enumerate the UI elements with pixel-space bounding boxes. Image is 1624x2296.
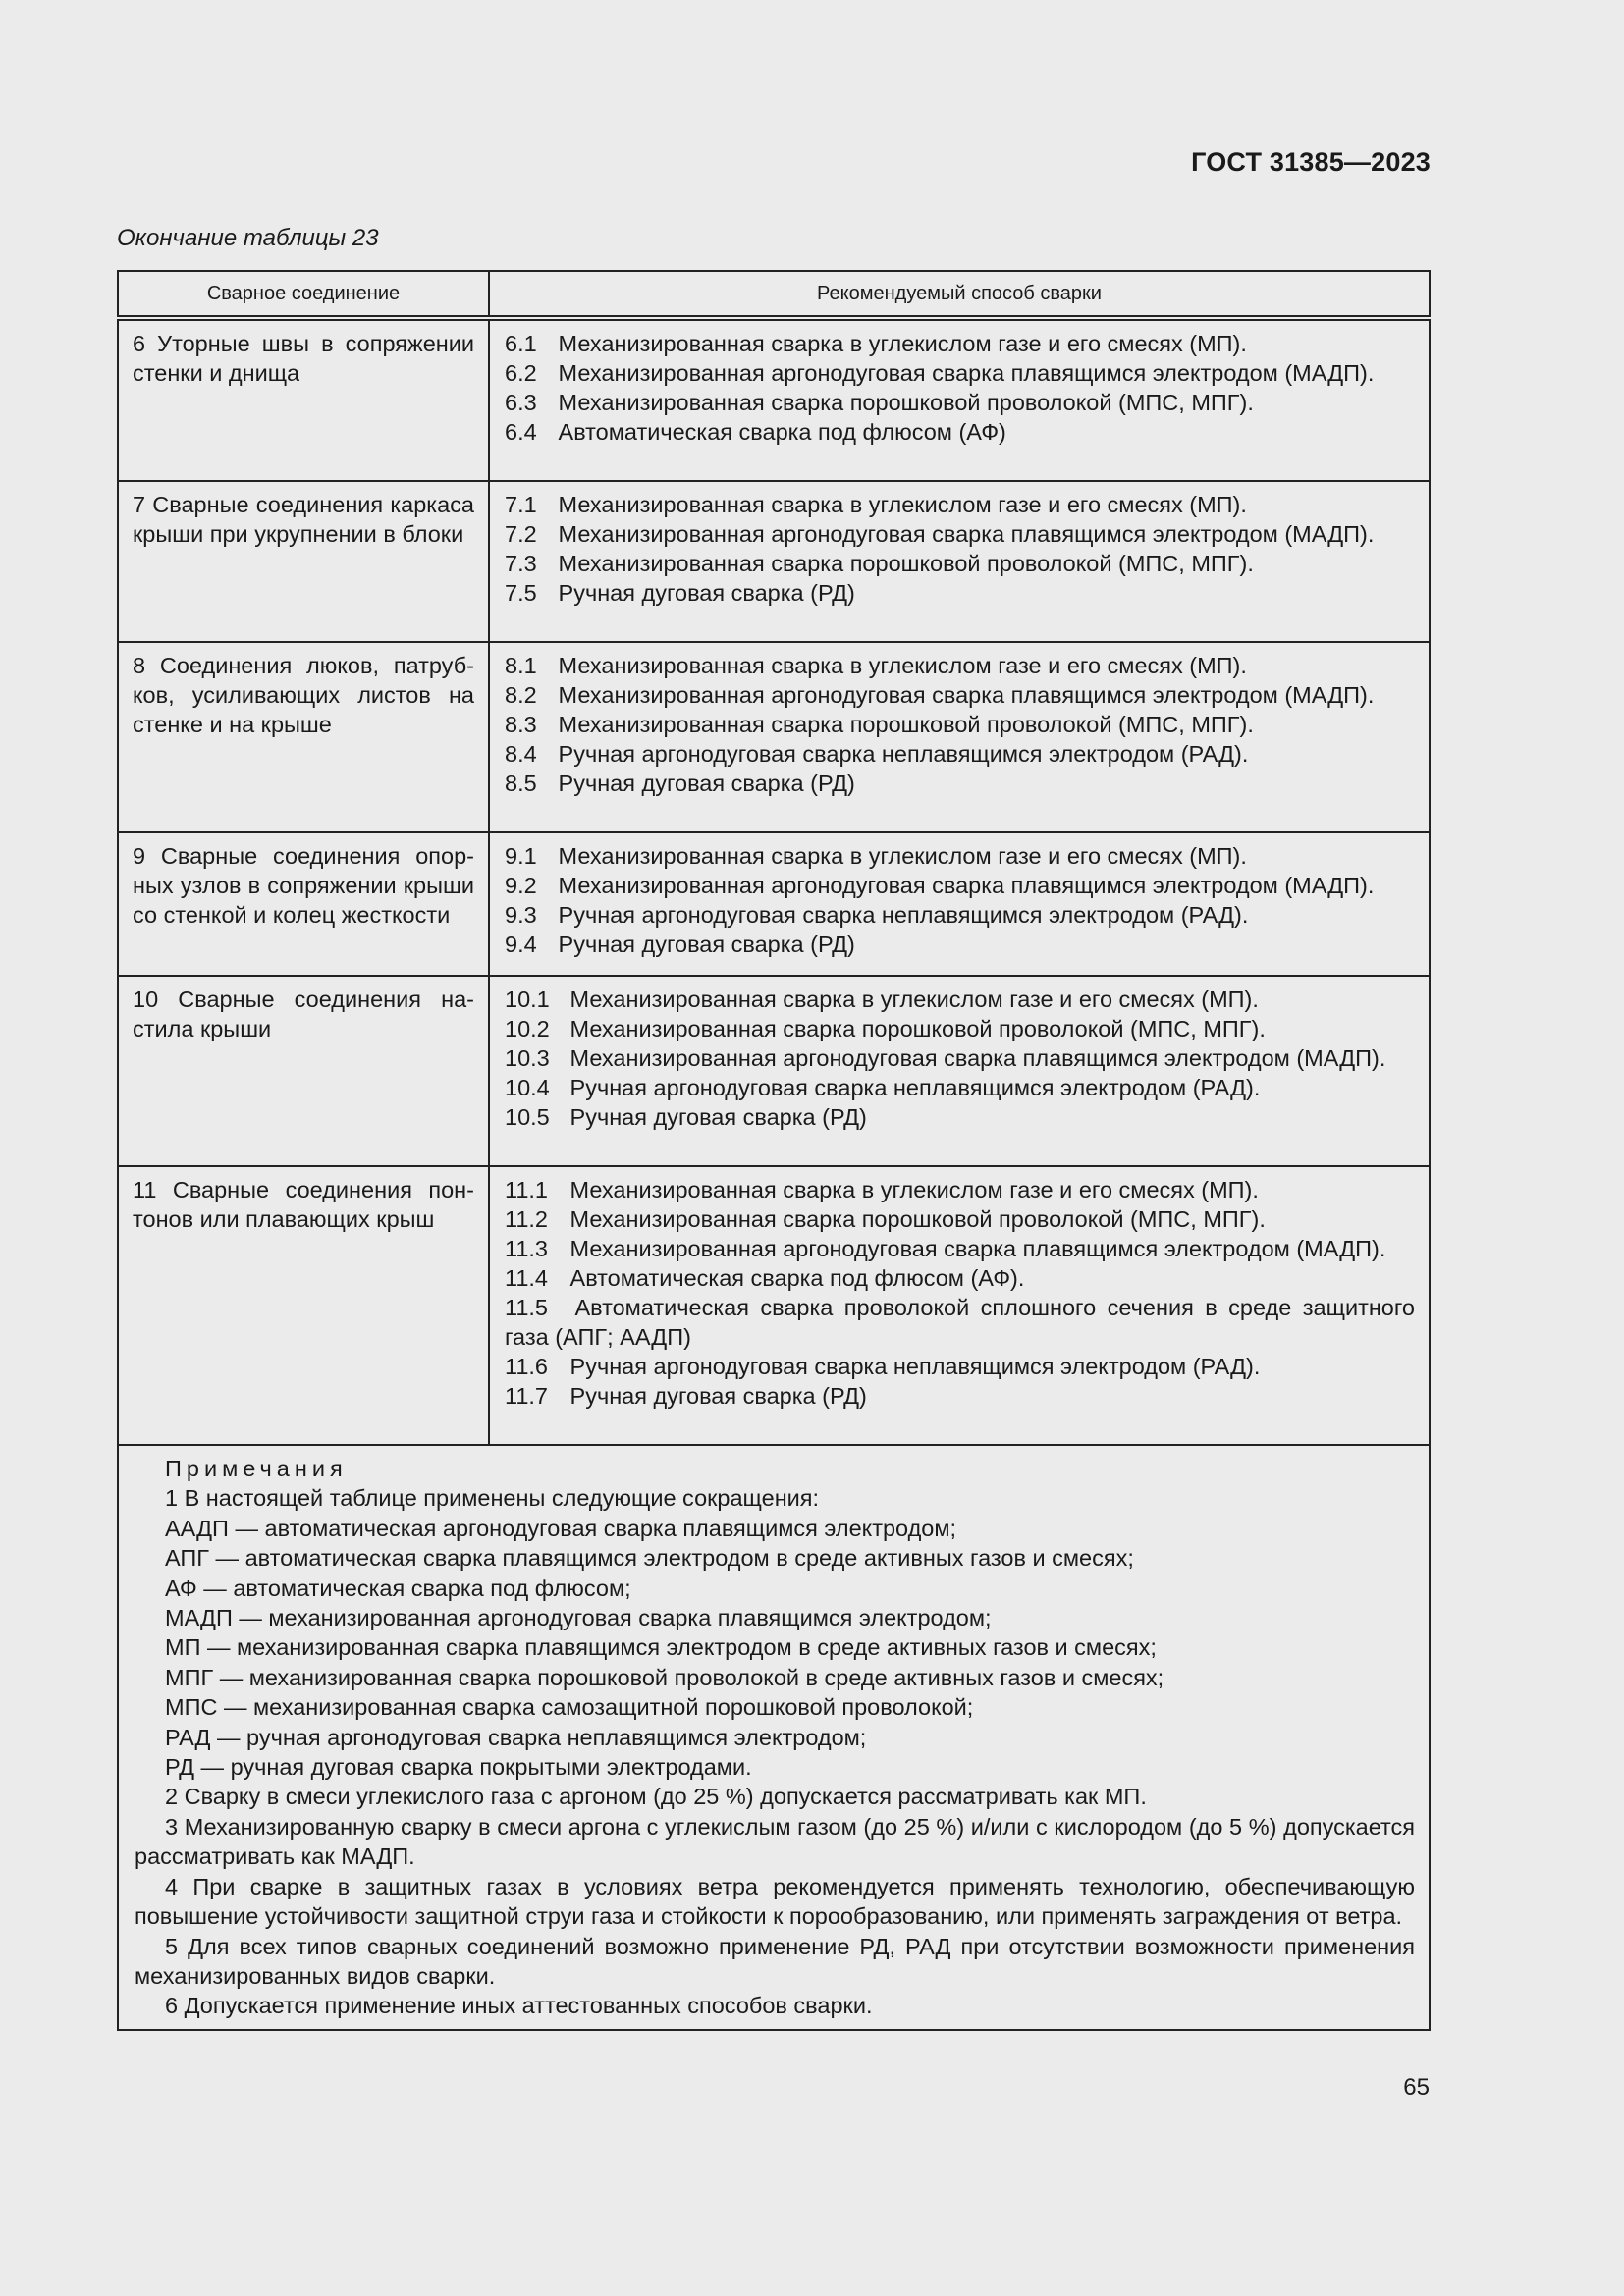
note-3: 3 Механизированную сварку в смеси аргона с углекислым газом (до 25 %) и/или с кислородом (до 5 %) допускается рассматривать как МАДП. [135,1813,1415,1870]
method-text: Механизированная аргонодуговая сварка плавящимся электродом (МАДП). [569,1045,1386,1071]
abbreviation-item: ААДП — автоматическая аргонодуговая сварка плавящимся электродом; [165,1515,957,1541]
method-item [505,358,1415,388]
method-text: Ручная дуговая сварка (РД) [569,1383,867,1409]
method-number: 10.5 [505,1104,550,1130]
abbreviation-item: АПГ — автоматическая сварка плавящимся электродом в среде активных газов и смесях; [165,1545,1134,1572]
method-text: Ручная дуговая сварка (РД) [558,932,855,957]
method-item [505,871,1415,900]
method-number: 7.2 [505,521,537,547]
joint-cell: 6 Уторные швы в сопряжении стенки и днища [118,318,489,481]
note-4: 4 При сварке в защитных газах в условиях ветра рекомендуется применять технологию, обеспечивающую повышение устойчивости защитной струи газа и стойкости к порообразованию, или применять заграждения от ветра. [135,1873,1415,1930]
method-text: Механизированная аргонодуговая сварка плавящимся электродом (МАДП). [558,360,1375,386]
method-number: 9.4 [505,932,537,957]
method-number: 6.1 [505,331,537,356]
note-6: 6 Допускается применение иных аттестованных способов сварки. [165,1993,873,2019]
abbreviation-item: МПГ — механизированная сварка порошковой проволокой в среде активных газов и смесях; [165,1664,1164,1690]
method-number: 10.4 [505,1075,550,1100]
note-2: 2 Сварку в смеси углекислого газа с аргоном (до 25 %) допускается рассматривать как МП. [165,1784,1147,1810]
method-number: 9.2 [505,873,537,898]
welding-methods-table [117,270,1431,2031]
method-number: 11.4 [505,1265,548,1291]
abbreviation-item: МАДП — механизированная аргонодуговая сварка плавящимся электродом; [165,1605,992,1631]
table-header-row [118,271,1430,318]
note-1: 1 В настоящей таблице применены следующие сокращения: [165,1485,820,1512]
method-item [505,1352,1415,1381]
joint-cell: 7 Сварные соединения каркаса крыши при укрупнении в блоки [118,481,489,642]
methods-cell [489,318,1430,481]
method-text: Ручная аргонодуговая сварка неплавящимся электродом (РАД). [569,1354,1261,1379]
table-caption: Окончание таблицы 23 [117,225,379,251]
method-text: Ручная дуговая сварка (РД) [558,771,855,796]
notes-row [118,1445,1430,2030]
method-text: Механизированная сварка порошковой проволокой (МПС, МПГ). [569,1206,1266,1232]
joint-cell: 9 Сварные соединения опорных узлов в сопряжении крыши со стенкой и колец жесткости [118,832,489,976]
method-number: 9.1 [505,843,537,869]
method-number: 9.3 [505,902,537,928]
method-text: Ручная дуговая сварка (РД) [569,1104,867,1130]
method-text: Механизированная аргонодуговая сварка плавящимся электродом (МАДП). [558,682,1375,708]
method-number: 6.4 [505,419,537,445]
method-text: Механизированная аргонодуговая сварка плавящимся электродом (МАДП). [558,873,1375,898]
method-item [505,985,1415,1014]
method-text: Ручная аргонодуговая сварка неплавящимся электродом (РАД). [569,1075,1261,1100]
method-item [505,1043,1415,1073]
method-number: 7.3 [505,551,537,576]
joint-cell: 11 Сварные соединения понтонов или плавающих крыш [118,1166,489,1445]
method-number: 8.5 [505,771,537,796]
abbreviation-item: АФ — автоматическая сварка под флюсом; [165,1575,631,1601]
method-number: 11.6 [505,1354,548,1379]
method-text: Автоматическая сварка под флюсом (АФ). [569,1265,1025,1291]
method-item [505,651,1415,680]
method-number: 6.2 [505,360,537,386]
method-item [505,1381,1415,1411]
method-text: Механизированная сварка в углекислом газе и его смесях (МП). [558,492,1247,517]
method-number: 11.2 [505,1206,548,1232]
method-item [505,930,1415,959]
method-item [505,900,1415,930]
note-5: 5 Для всех типов сварных соединений возможно применение РД, РАД при отсутствии возможности применения механизированных видов сварки. [135,1933,1415,1989]
method-number: 8.1 [505,653,537,678]
method-number: 11.7 [505,1383,548,1409]
methods-cell [489,1166,1430,1445]
method-item [505,388,1415,417]
methods-cell [489,976,1430,1166]
method-item [505,490,1415,519]
method-text: Механизированная аргонодуговая сварка плавящимся электродом (МАДП). [569,1236,1386,1261]
methods-cell [489,481,1430,642]
method-item [505,417,1415,447]
method-text: Механизированная сварка порошковой проволокой (МПС, МПГ). [569,1016,1266,1041]
method-text: Механизированная сварка порошковой проволокой (МПС, МПГ). [558,551,1254,576]
table-row [118,642,1430,832]
method-item [505,578,1415,608]
method-item [505,739,1415,769]
abbreviation-item: МП — механизированная сварка плавящимся электродом в среде активных газов и смесях; [165,1634,1157,1661]
abbreviation-item: РАД — ручная аргонодуговая сварка неплавящимся электродом; [165,1724,867,1750]
method-text: Механизированная сварка порошковой проволокой (МПС, МПГ). [558,390,1254,415]
method-text: Механизированная сварка в углекислом газе и его смесях (МП). [569,987,1259,1012]
page-number: 65 [1403,2074,1430,2101]
method-item [505,1234,1415,1263]
method-text: Ручная аргонодуговая сварка неплавящимся электродом (РАД). [558,902,1249,928]
methods-cell [489,832,1430,976]
table-row [118,1166,1430,1445]
method-item [505,519,1415,549]
method-item [505,710,1415,739]
method-item [505,1293,1415,1352]
method-text: Механизированная сварка в углекислом газе и его смесях (МП). [558,653,1247,678]
method-number: 10.1 [505,987,550,1012]
method-item [505,680,1415,710]
method-item [505,1102,1415,1132]
method-text: Автоматическая сварка под флюсом (АФ) [558,419,1006,445]
document-standard-id: ГОСТ 31385—2023 [1191,147,1431,177]
column-header-joint: Сварное соединение [118,271,489,318]
method-item [505,1204,1415,1234]
method-text: Ручная аргонодуговая сварка неплавящимся электродом (РАД). [558,741,1249,767]
method-number: 11.3 [505,1236,548,1261]
abbreviation-item: РД — ручная дуговая сварка покрытыми электродами. [165,1754,752,1781]
table-row [118,832,1430,976]
table-row [118,481,1430,642]
method-item [505,1175,1415,1204]
method-number: 7.5 [505,580,537,606]
notes-cell [118,1445,1430,2030]
method-item [505,1073,1415,1102]
method-text: Механизированная аргонодуговая сварка плавящимся электродом (МАДП). [558,521,1375,547]
method-number: 10.2 [505,1016,550,1041]
table-row [118,318,1430,481]
joint-cell: 10 Сварные соединения настила крыши [118,976,489,1166]
method-item [505,769,1415,798]
method-text: Ручная дуговая сварка (РД) [558,580,855,606]
method-number: 7.1 [505,492,537,517]
method-text: Механизированная сварка в углекислом газе и его смесях (МП). [558,843,1247,869]
method-number: 8.2 [505,682,537,708]
notes-title: Примечания [165,1456,348,1481]
method-text: Механизированная сварка порошковой проволокой (МПС, МПГ). [558,712,1254,737]
method-item [505,549,1415,578]
method-number: 6.3 [505,390,537,415]
table-row [118,976,1430,1166]
method-number: 8.3 [505,712,537,737]
method-item [505,329,1415,358]
method-item [505,1014,1415,1043]
method-number: 11.5 [505,1295,548,1320]
joint-cell: 8 Соединения люков, патрубков, усиливающих листов на стенке и на крыше [118,642,489,832]
column-header-method: Рекомендуемый способ сварки [489,271,1430,318]
method-number: 11.1 [505,1177,548,1202]
method-item [505,1263,1415,1293]
abbreviation-item: МПС — механизированная сварка самозащитной порошковой проволокой; [165,1694,974,1721]
method-item [505,841,1415,871]
method-text: Механизированная сварка в углекислом газе и его смесях (МП). [569,1177,1259,1202]
methods-cell [489,642,1430,832]
method-number: 8.4 [505,741,537,767]
method-text: Механизированная сварка в углекислом газе и его смесях (МП). [558,331,1247,356]
method-text: Автоматическая сварка проволокой сплошного сечения в среде защитного газа (АПГ; ААДП) [505,1295,1416,1350]
method-number: 10.3 [505,1045,550,1071]
